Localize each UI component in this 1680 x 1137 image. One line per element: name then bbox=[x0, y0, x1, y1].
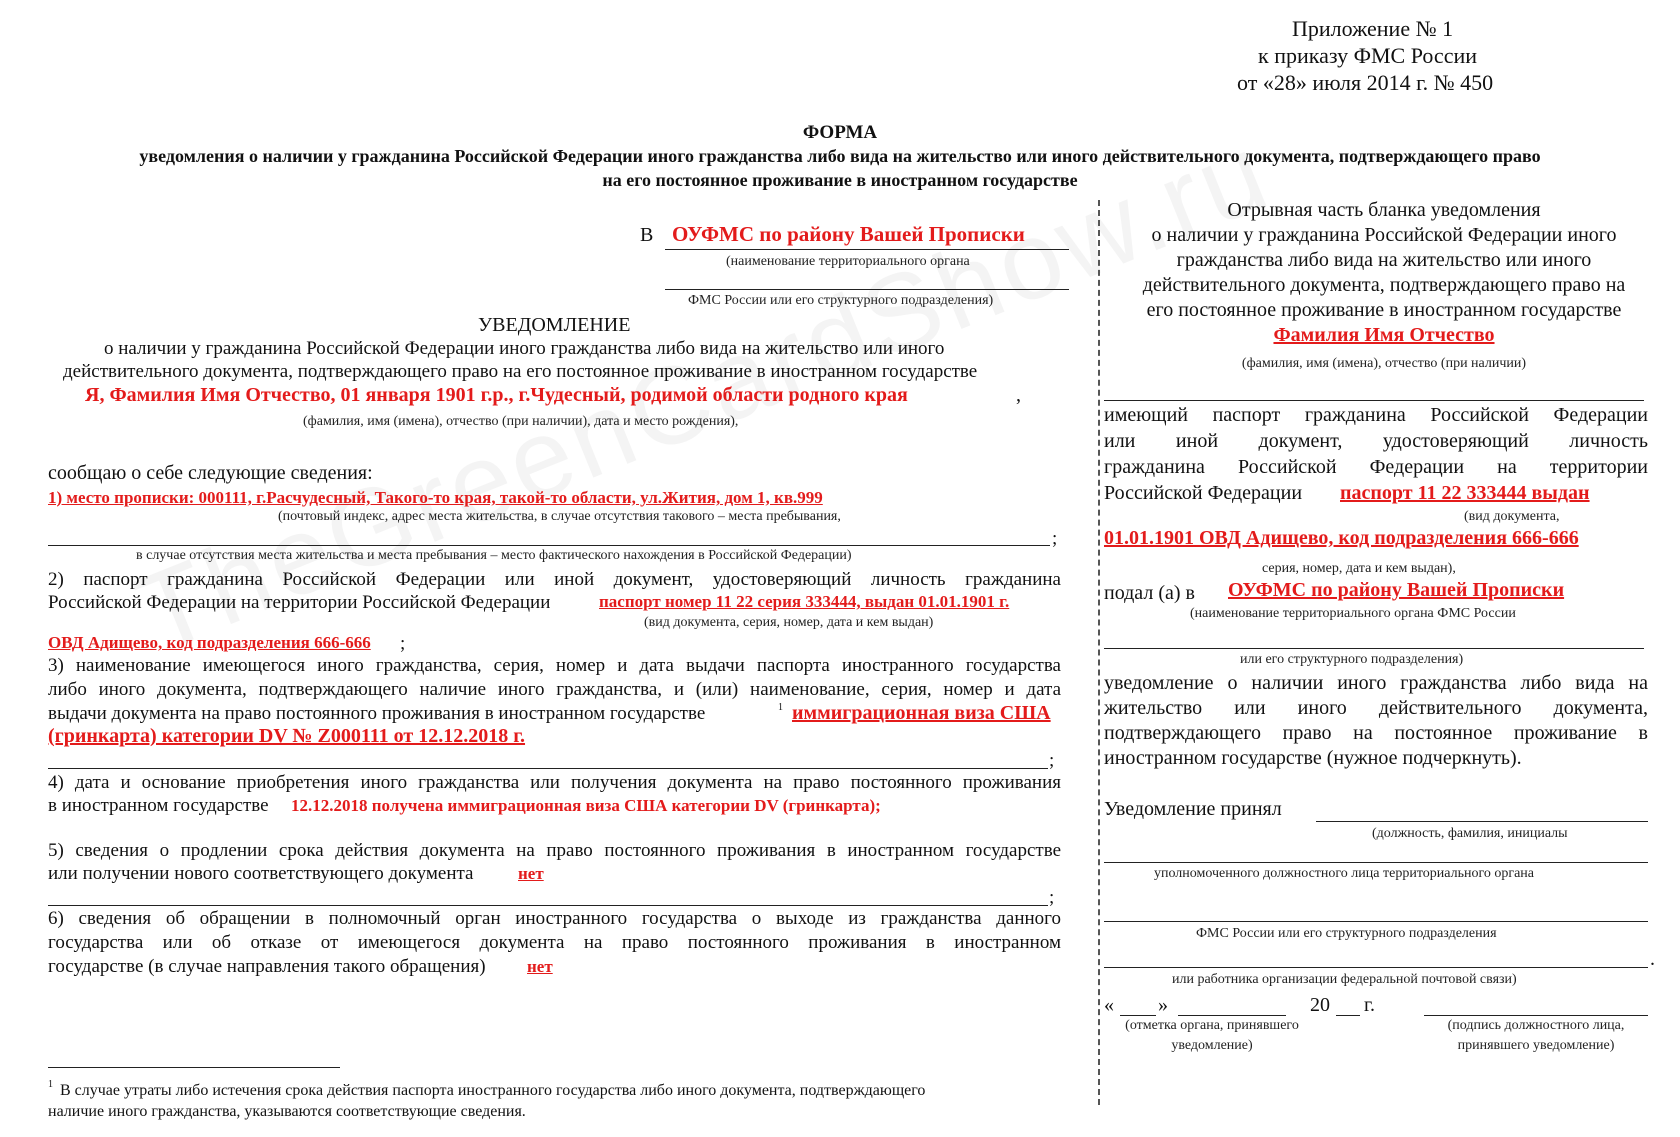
form-subtitle-line2: на его постоянное проживание в иностранном государстве bbox=[602, 170, 1078, 190]
year-suffix: г. bbox=[1364, 994, 1375, 1016]
item3-value1[interactable]: иммиграционная виза США bbox=[792, 702, 1051, 724]
footnote-number: 1 bbox=[48, 1079, 53, 1090]
item2-semicolon: ; bbox=[400, 633, 406, 654]
sign-caption1: (подпись должностного лица, bbox=[1447, 1018, 1625, 1033]
item5-semicolon: ; bbox=[1049, 887, 1055, 908]
stub-name-value[interactable]: Фамилия Имя Отчество bbox=[1273, 324, 1495, 346]
stub-title-line2: о наличии у гражданина Российской Федерации иного bbox=[1151, 224, 1617, 246]
signature-line[interactable] bbox=[1424, 1015, 1648, 1016]
to-prefix: В bbox=[640, 224, 654, 246]
notice-intro-line1: о наличии у гражданина Российской Федерации иного гражданства либо вида на жительство или иного bbox=[104, 338, 945, 359]
item4-line2: в иностранном государстве bbox=[48, 795, 269, 816]
stub-title-line5: его постоянное проживание в иностранном государстве bbox=[1146, 299, 1622, 321]
applicant-comma: , bbox=[1016, 384, 1021, 406]
item2-caption: (вид документа, серия, номер, дата и кем выдан) bbox=[644, 615, 934, 630]
item2-value[interactable]: паспорт номер 11 22 серия 333444, выдан 01.01.1901 г. bbox=[599, 592, 1010, 611]
accepted-caption3: ФМС России или его структурного подразделения bbox=[1196, 926, 1497, 941]
stub-doc-caption2: серия, номер, дата и кем выдан), bbox=[1262, 561, 1456, 576]
item1-line bbox=[48, 545, 1050, 546]
stub-filed-caption2: или его структурного подразделения) bbox=[1240, 652, 1464, 667]
authority-caption-2: ФМС России или его структурного подразделения) bbox=[688, 293, 994, 308]
stub-notice-line2: жительство или иного действительного документа, bbox=[1104, 697, 1648, 719]
stub-name-line bbox=[1104, 400, 1644, 401]
stub-title-line4: действительного документа, подтверждающего право на bbox=[1142, 274, 1626, 296]
item2-line1: 2) паспорт гражданина Российской Федерации или иной документ, удостоверяющий личность гражданина bbox=[48, 569, 1061, 590]
footnote-separator bbox=[48, 1067, 340, 1068]
authority-line-2 bbox=[665, 289, 1069, 290]
date-close-quote: » bbox=[1158, 994, 1168, 1016]
stub-filed-caption1: (наименование территориального органа ФМС России bbox=[1190, 606, 1516, 621]
item3-value2[interactable]: (гринкарта) категории DV № Z000111 от 12.12.2018 г. bbox=[48, 725, 526, 747]
item3-semicolon: ; bbox=[1049, 750, 1055, 771]
applicant-caption: (фамилия, имя (имена), отчество (при наличии), дата и место рождения), bbox=[303, 414, 739, 429]
item4-value[interactable]: 12.12.2018 получена иммиграционная виза США категории DV (гринкарта); bbox=[291, 796, 881, 815]
notice-heading: УВЕДОМЛЕНИЕ bbox=[478, 314, 631, 336]
accepted-line[interactable] bbox=[1316, 821, 1648, 822]
item3-line bbox=[48, 768, 1048, 769]
item6-line2: государства или об отказе от имеющегося документа на право постоянного проживания в иностранном bbox=[48, 932, 1061, 953]
stub-passport-line4: Российской Федерации bbox=[1104, 482, 1303, 504]
report-label: сообщаю о себе следующие сведения: bbox=[48, 462, 373, 484]
stub-passport-value[interactable]: паспорт 11 22 333444 выдан bbox=[1340, 482, 1590, 504]
notice-intro-line2: действительного документа, подтверждающего право на его постоянное проживание в иностранном государстве bbox=[63, 361, 978, 382]
tear-off-divider bbox=[1098, 200, 1100, 1105]
accepted-line-4[interactable] bbox=[1104, 967, 1648, 968]
stub-passport-line2: или иной документ, удостоверяющий личность bbox=[1104, 430, 1648, 452]
accepted-line-3[interactable] bbox=[1104, 921, 1648, 922]
order-date: от «28» июля 2014 г. № 450 bbox=[1237, 70, 1494, 95]
stub-name-caption: (фамилия, имя (имена), отчество (при наличии) bbox=[1241, 356, 1527, 371]
date-open-quote: « bbox=[1104, 994, 1114, 1016]
item6-line3: государстве (в случае направления такого обращения) bbox=[48, 956, 486, 977]
accepted-period: . bbox=[1650, 948, 1655, 970]
accepted-line-2[interactable] bbox=[1104, 862, 1648, 863]
stub-title-line3: гражданства либо вида на жительство или иного bbox=[1176, 249, 1592, 271]
mark-caption1: (отметка органа, принявшего bbox=[1125, 1018, 1299, 1033]
stub-passport-line3: гражданина Российской Федерации на территории bbox=[1104, 456, 1648, 478]
mark-caption2: уведомление) bbox=[1171, 1038, 1253, 1053]
year-prefix: 20 bbox=[1310, 994, 1330, 1016]
item3-line2: либо иного документа, подтверждающего наличие иного гражданства, и (или) наименование, серия, номер и дата bbox=[48, 679, 1061, 700]
item6-line1: 6) сведения об обращении в полномочный орган иностранного государства о выходе из гражданства данного bbox=[48, 908, 1061, 929]
stub-passport-line1: имеющий паспорт гражданина Российской Федерации bbox=[1104, 404, 1648, 426]
item5-line bbox=[48, 905, 1048, 906]
item2-value2[interactable]: ОВД Адищево, код подразделения 666-666 bbox=[48, 633, 371, 652]
stub-passport-value2[interactable]: 01.01.1901 ОВД Адищево, код подразделения 666-666 bbox=[1104, 527, 1579, 549]
form-title: ФОРМА bbox=[802, 122, 878, 143]
item6-value[interactable]: нет bbox=[527, 957, 553, 976]
item5-value[interactable]: нет bbox=[518, 864, 544, 883]
footnote-line1: В случае утраты либо истечения срока действия паспорта иностранного государства либо иного документа, подтверждающего bbox=[60, 1082, 926, 1099]
item1-value[interactable]: 1) место прописки: 000111, г.Расчудесный, Такого-то края, такой-то области, ул.Жития, дом 1, кв.999 bbox=[48, 488, 823, 507]
stub-notice-line4: иностранном государстве (нужное подчеркнуть). bbox=[1104, 747, 1522, 769]
stub-doc-caption: (вид документа, bbox=[1464, 509, 1560, 524]
stub-filed-value[interactable]: ОУФМС по району Вашей Прописки bbox=[1228, 579, 1565, 601]
item2-line2: Российской Федерации на территории Российской Федерации bbox=[48, 592, 551, 613]
authority-line bbox=[665, 249, 1069, 250]
applicant-value[interactable]: Я, Фамилия Имя Отчество, 01 января 1901 г.р., г.Чудесный, родимой области родного края bbox=[85, 384, 908, 406]
item3-line3: выдачи документа на право постоянного проживания в иностранном государстве bbox=[48, 703, 706, 724]
accepted-label: Уведомление принял bbox=[1104, 798, 1282, 820]
stub-title-line1: Отрывная часть бланка уведомления bbox=[1227, 199, 1541, 221]
date-month-line[interactable] bbox=[1178, 1015, 1286, 1016]
item1-caption2: в случае отсутствия места жительства и места пребывания – место фактического нахождения в Российской Федерации) bbox=[136, 548, 852, 563]
form-subtitle-line1: уведомления о наличии у гражданина Российской Федерации иного гражданства либо вида на жительство или иного действительного документа, подтверждающего право bbox=[139, 146, 1541, 166]
stub-notice-line3: подтверждающего право на постоянное проживание в bbox=[1104, 722, 1648, 744]
item1-semicolon: ; bbox=[1052, 528, 1058, 549]
footnote-mark: 1 bbox=[778, 702, 783, 713]
accepted-caption2: уполномоченного должностного лица территориального органа bbox=[1154, 866, 1534, 881]
item1-caption: (почтовый индекс, адрес места жительства, в случае отсутствия такового – места пребывания, bbox=[278, 509, 841, 524]
stub-notice-line1: уведомление о наличии иного гражданства либо вида на bbox=[1104, 672, 1648, 694]
authority-caption: (наименование территориального органа bbox=[726, 254, 970, 269]
accepted-caption4: или работника организации федеральной почтовой связи) bbox=[1172, 972, 1517, 987]
authority-value[interactable]: ОУФМС по району Вашей Прописки bbox=[672, 222, 1025, 246]
date-year-line[interactable] bbox=[1336, 1015, 1360, 1016]
footnote-line2: наличие иного гражданства, указываются соответствующие сведения. bbox=[48, 1103, 526, 1120]
item5-line1: 5) сведения о продлении срока действия документа на право постоянного проживания в иностранном государстве bbox=[48, 840, 1061, 861]
accepted-caption1: (должность, фамилия, инициалы bbox=[1372, 826, 1568, 841]
stub-filed-label: подал (а) в bbox=[1104, 582, 1195, 604]
order-reference: к приказу ФМС России bbox=[1258, 43, 1478, 68]
item3-line1: 3) наименование имеющегося иного гражданства, серия, номер и дата выдачи паспорта иностранного государства bbox=[48, 655, 1061, 676]
sign-caption2: принявшего уведомление) bbox=[1457, 1038, 1615, 1053]
item4-line1: 4) дата и основание приобретения иного гражданства или получения документа на право постоянного проживания bbox=[48, 772, 1061, 793]
date-day-line[interactable] bbox=[1120, 1015, 1156, 1016]
stub-filed-line bbox=[1104, 648, 1644, 649]
appendix-number: Приложение № 1 bbox=[1292, 16, 1454, 41]
item5-line2: или получении нового соответствующего документа bbox=[48, 863, 474, 884]
